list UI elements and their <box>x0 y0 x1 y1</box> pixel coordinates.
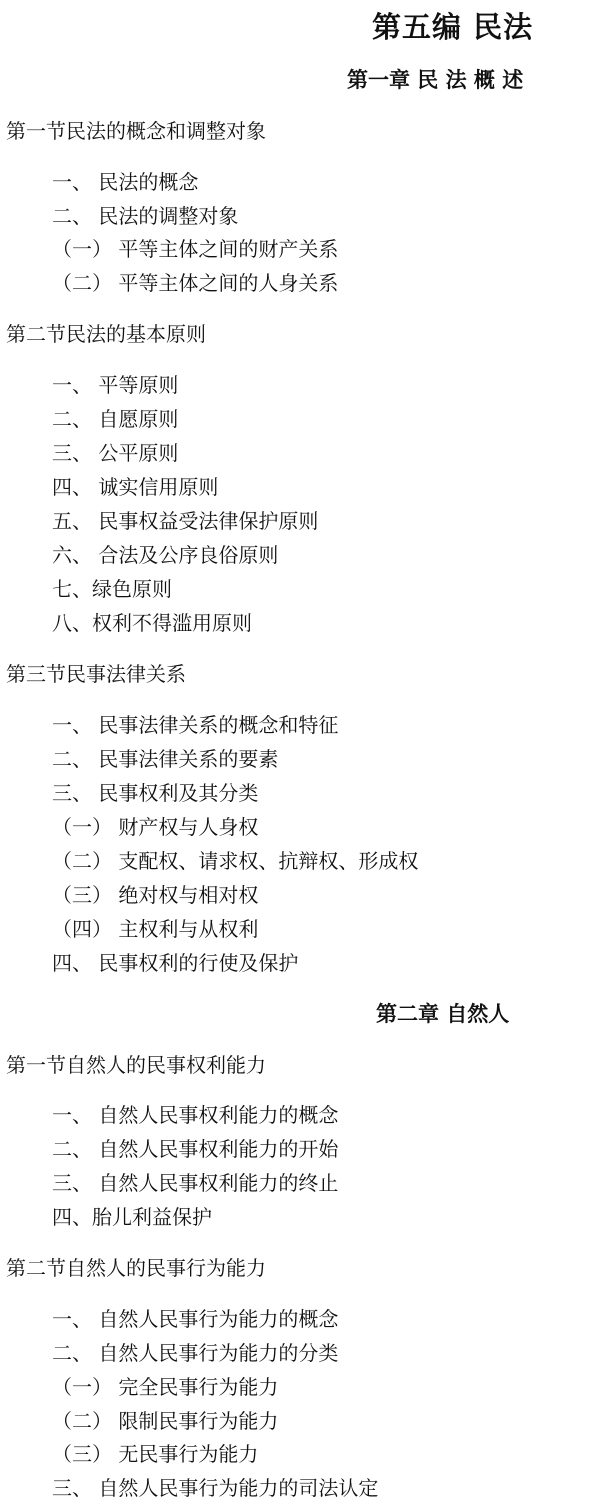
chapter-heading: 第二章 自然人 <box>376 1001 510 1026</box>
list-item: 二、 民法的调整对象 <box>52 204 239 228</box>
list-item: 八、权利不得滥用原则 <box>52 611 252 635</box>
list-item: 七、绿色原则 <box>52 577 172 601</box>
list-item: 六、 合法及公序良俗原则 <box>52 543 279 567</box>
list-item: 四、 民事权利的行使及保护 <box>52 951 299 975</box>
section-heading: 第二节民法的基本原则 <box>6 322 206 346</box>
section-heading: 第二节自然人的民事行为能力 <box>6 1256 266 1280</box>
list-item: 二、 自然人民事行为能力的分类 <box>52 1341 339 1365</box>
list-item: （一） 平等主体之间的财产关系 <box>52 237 339 261</box>
list-item: （二） 支配权、请求权、抗辩权、形成权 <box>52 849 419 873</box>
list-item: （二） 限制民事行为能力 <box>52 1409 279 1433</box>
chapter-heading: 第一章 民 法 概 述 <box>347 67 524 92</box>
list-item: （四） 主权利与从权利 <box>52 917 259 941</box>
section-heading: 第一节民法的概念和调整对象 <box>6 119 266 143</box>
list-item: （一） 财产权与人身权 <box>52 815 259 839</box>
list-item: （三） 无民事行为能力 <box>52 1442 259 1466</box>
list-item: 一、 自然人民事权利能力的概念 <box>52 1103 339 1127</box>
document-title: 第五编 民法 <box>372 10 534 44</box>
list-item: 四、胎儿利益保护 <box>52 1205 212 1229</box>
list-item: 一、 平等原则 <box>52 373 179 397</box>
list-item: （一） 完全民事行为能力 <box>52 1375 279 1399</box>
list-item: 二、 自愿原则 <box>52 407 179 431</box>
list-item: 三、 公平原则 <box>52 441 179 465</box>
list-item: （二） 平等主体之间的人身关系 <box>52 271 339 295</box>
list-item: 二、 自然人民事权利能力的开始 <box>52 1137 339 1161</box>
section-heading: 第三节民事法律关系 <box>6 662 186 686</box>
list-item: （三） 绝对权与相对权 <box>52 883 259 907</box>
list-item: 三、 自然人民事行为能力的司法认定 <box>52 1476 379 1500</box>
list-item: 二、 民事法律关系的要素 <box>52 747 279 771</box>
list-item: 五、 民事权益受法律保护原则 <box>52 509 319 533</box>
list-item: 一、 民法的概念 <box>52 170 199 194</box>
list-item: 三、 民事权利及其分类 <box>52 781 259 805</box>
section-heading: 第一节自然人的民事权利能力 <box>6 1053 266 1077</box>
list-item: 三、 自然人民事权利能力的终止 <box>52 1171 339 1195</box>
list-item: 一、 自然人民事行为能力的概念 <box>52 1307 339 1331</box>
list-item: 四、 诚实信用原则 <box>52 475 219 499</box>
list-item: 一、 民事法律关系的概念和特征 <box>52 713 339 737</box>
